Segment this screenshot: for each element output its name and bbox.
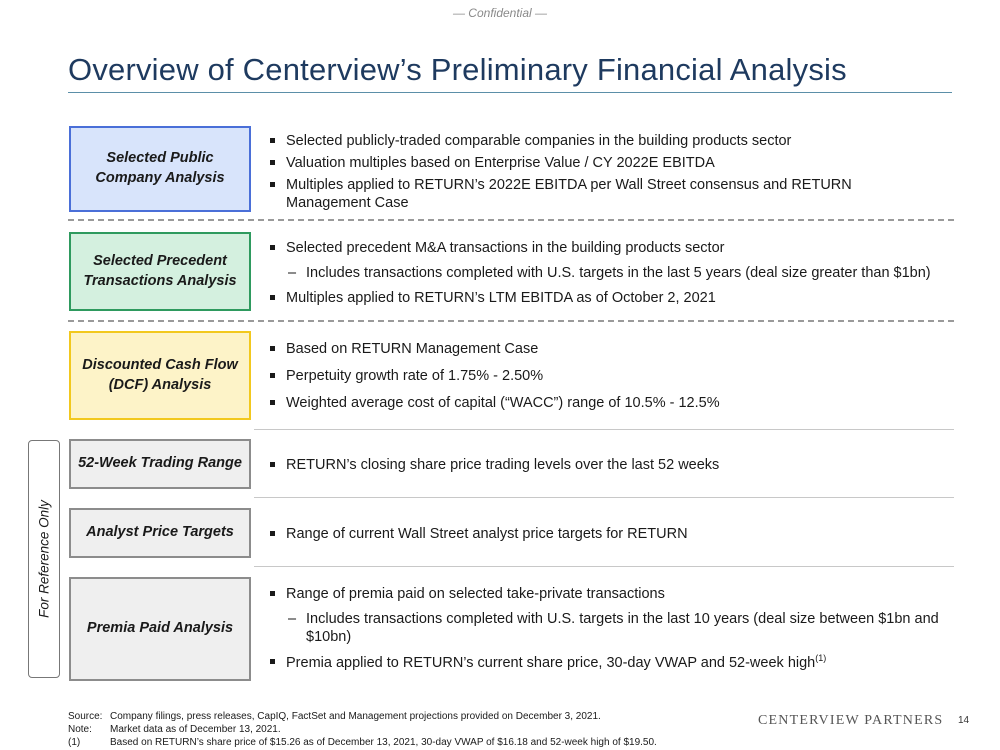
precedent-transactions-bullets (268, 239, 958, 311)
reference-only-label: For Reference Only (36, 500, 52, 618)
sub-bullet: – Includes transactions completed with U.S. targets in the last 5 years (deal size greater than $1bn) (268, 264, 958, 282)
premia-paid-bullets (268, 585, 958, 676)
footnote-key: (1) (68, 737, 81, 748)
footnote-1 (68, 737, 657, 748)
page-title: Overview of Centerview’s Preliminary Financial Analysis (68, 52, 847, 87)
footnote-ref: (1) (815, 653, 827, 664)
sub-bullet: – Includes transactions completed with U.S. targets in the last 10 years (deal size between $1bn and $10bn) (268, 610, 956, 646)
bullet-text: Premia applied to RETURN’s current share price, 30-day VWAP and 52-week high (286, 655, 816, 672)
page-number: 14 (958, 715, 970, 726)
bullet: Valuation multiples based on Enterprise Value / CY 2022E EBITDA (268, 154, 958, 172)
public-company-bullets (268, 132, 958, 217)
footnote-text: Market data as of December 13, 2021. (110, 724, 281, 735)
bullet (268, 653, 958, 672)
section-divider (254, 497, 954, 498)
public-company-box: Selected Public Company Analysis (69, 126, 251, 212)
bullet: Based on RETURN Management Case (268, 340, 958, 358)
centerview-logo: CENTERVIEW PARTNERS (758, 713, 944, 728)
footnote-note (68, 724, 281, 735)
week52-range-bullets (268, 456, 958, 478)
bullet: Selected precedent M&A transactions in the building products sector (268, 239, 958, 257)
dcf-analysis-bullets (268, 340, 958, 416)
bullet: RETURN’s closing share price trading levels over the last 52 weeks (268, 456, 958, 474)
footnote-key: Note: (68, 724, 92, 735)
reference-only-bracket (28, 440, 60, 678)
bullet: Range of premia paid on selected take-private transactions (268, 585, 958, 603)
bullet: Weighted average cost of capital (“WACC”) range of 10.5% - 12.5% (268, 394, 958, 412)
footnote-source (68, 711, 601, 722)
premia-paid-box: Premia Paid Analysis (69, 577, 251, 681)
precedent-transactions-box: Selected Precedent Transactions Analysis (69, 232, 251, 311)
dcf-analysis-box: Discounted Cash Flow (DCF) Analysis (69, 331, 251, 420)
bullet: Selected publicly-traded comparable companies in the building products sector (268, 132, 958, 150)
section-divider (68, 219, 954, 221)
section-divider (254, 429, 954, 430)
footnote-text: Company filings, press releases, CapIQ, FactSet and Management projections provided on December 3, 2021. (110, 711, 601, 722)
analyst-targets-box: Analyst Price Targets (69, 508, 251, 558)
bullet: Multiples applied to RETURN’s LTM EBITDA as of October 2, 2021 (268, 289, 958, 307)
bullet: Multiples applied to RETURN’s 2022E EBITDA per Wall Street consensus and RETURN Management Case (268, 176, 876, 212)
footnote-key: Source: (68, 711, 103, 722)
title-divider (68, 92, 952, 93)
bullet: Range of current Wall Street analyst price targets for RETURN (268, 525, 958, 543)
confidential-label: — Confidential — (452, 6, 548, 20)
section-divider (254, 566, 954, 567)
analyst-targets-bullets (268, 525, 958, 547)
bullet: Perpetuity growth rate of 1.75% - 2.50% (268, 367, 958, 385)
footnote-text: Based on RETURN’s share price of $15.26 as of December 13, 2021, 30-day VWAP of $16.18 and 52-week high of $19.50. (110, 737, 657, 748)
section-divider (68, 320, 954, 322)
week52-range-box: 52-Week Trading Range (69, 439, 251, 489)
